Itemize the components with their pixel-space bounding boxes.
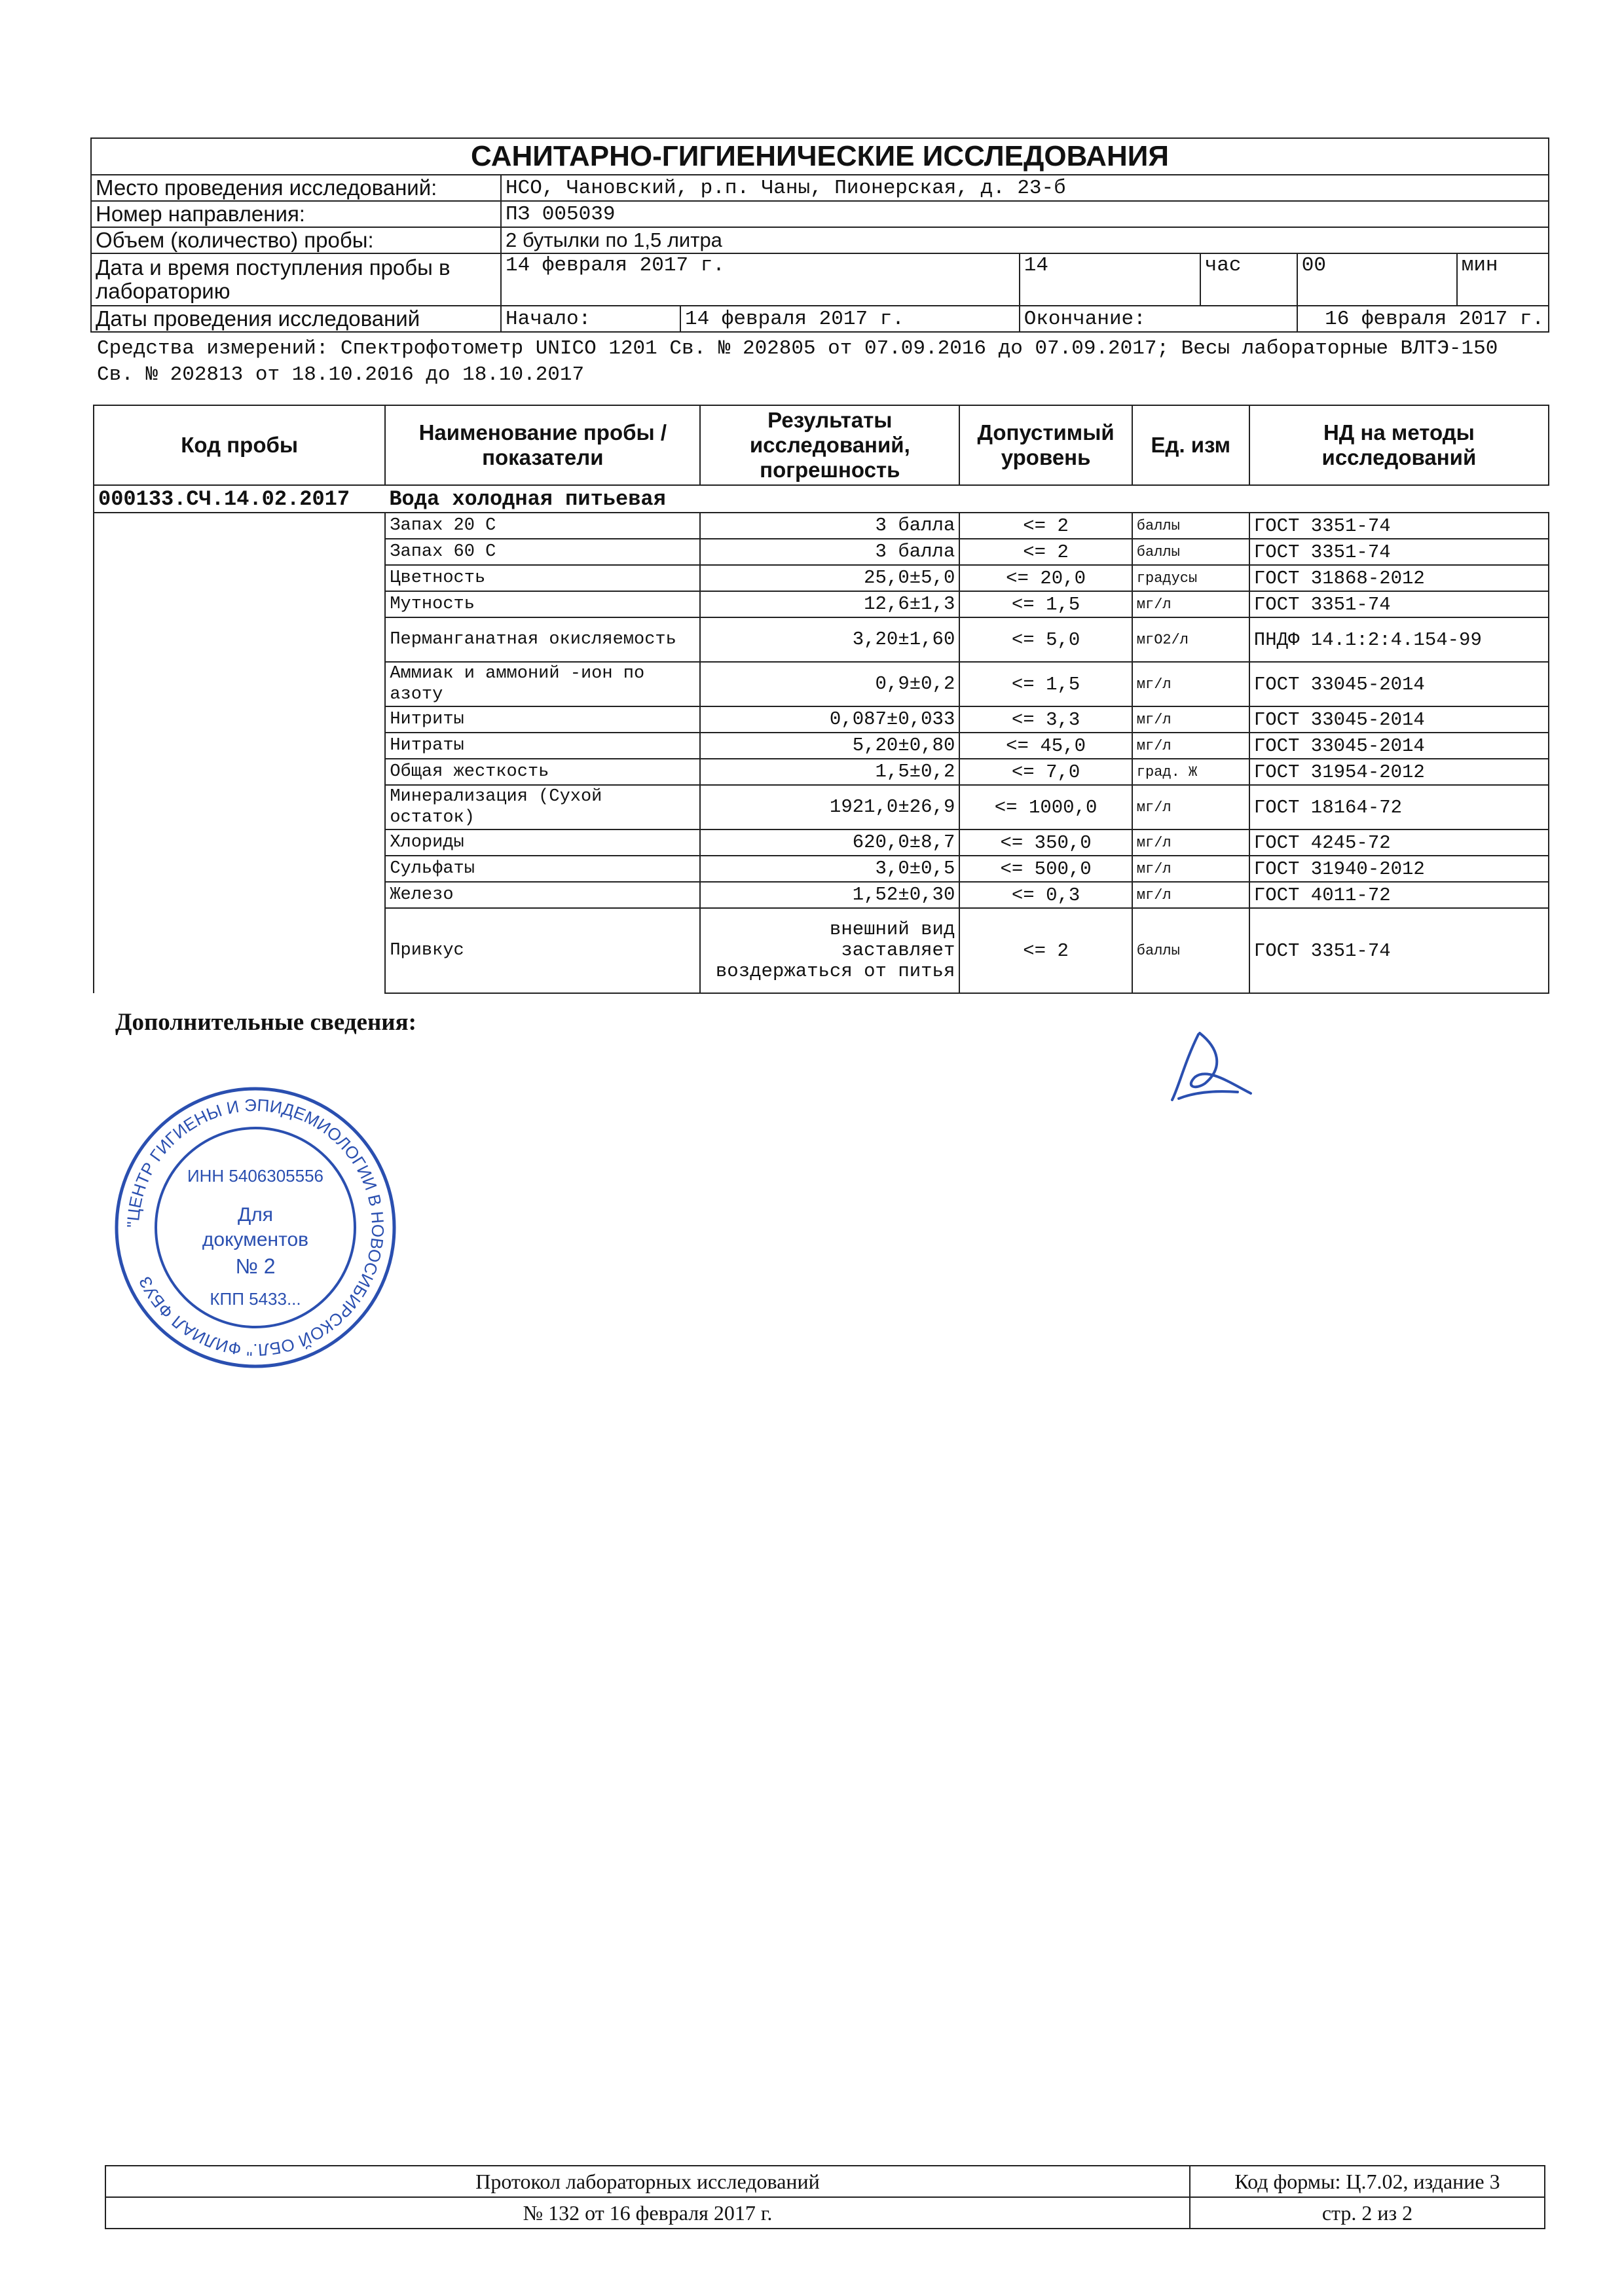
start-label: Начало: <box>501 306 680 332</box>
indicator-result: 0,9±0,2 <box>700 662 959 706</box>
col-header-name: Наименование пробы / показатели <box>385 405 700 485</box>
indicator-result: 3 балла <box>700 513 959 539</box>
indicator-unit: мгО2/л <box>1132 617 1249 662</box>
hour-label: час <box>1200 253 1297 306</box>
table-row <box>94 733 1549 759</box>
indicator-result: 3,20±1,60 <box>700 617 959 662</box>
table-row <box>94 706 1549 733</box>
indicator-level: <= 2 <box>959 539 1132 565</box>
indicator-name: Привкус <box>385 908 700 993</box>
indicator-name: Хлориды <box>385 829 700 856</box>
indicator-unit: градусы <box>1132 565 1249 591</box>
table-row <box>94 856 1549 882</box>
table-row <box>94 591 1549 617</box>
footer-table <box>105 2165 1545 2229</box>
measurement-means: Средства измерений: Спектрофотометр UNICO 1201 Св. № 202805 от 07.09.2016 до 07.09.2017; Весы лабораторные ВЛТЭ-150 Св. № 202813 от 18.10.2016 до 18.10.2017 <box>97 337 1498 386</box>
col-header-unit: Ед. изм <box>1132 405 1249 485</box>
form-code: Код формы: Ц.7.02, издание 3 <box>1190 2166 1545 2197</box>
indicator-result: 1,5±0,2 <box>700 759 959 785</box>
code-cell <box>94 706 385 733</box>
indicator-unit: мг/л <box>1132 882 1249 908</box>
results-table <box>93 405 1549 994</box>
indicator-result: 620,0±8,7 <box>700 829 959 856</box>
indicator-method: ГОСТ 33045-2014 <box>1249 733 1549 759</box>
arrival-label: Дата и время поступления пробы в лабораторию <box>91 253 501 306</box>
indicator-name: Цветность <box>385 565 700 591</box>
indicator-method: ГОСТ 4245-72 <box>1249 829 1549 856</box>
indicator-method: ГОСТ 31868-2012 <box>1249 565 1549 591</box>
indicator-unit: мг/л <box>1132 829 1249 856</box>
arrival-min-table <box>1298 254 1548 305</box>
indicator-method: ГОСТ 3351-74 <box>1249 539 1549 565</box>
indicator-unit: град. Ж <box>1132 759 1249 785</box>
indicator-result: 1921,0±26,9 <box>700 785 959 829</box>
indicator-result: 3 балла <box>700 539 959 565</box>
arrival-min: 00 <box>1298 254 1457 305</box>
place-label: Место проведения исследований: <box>91 175 501 201</box>
indicator-result: 0,087±0,033 <box>700 706 959 733</box>
col-header-code: Код пробы <box>94 405 385 485</box>
indicator-level: <= 350,0 <box>959 829 1132 856</box>
indicator-unit: баллы <box>1132 513 1249 539</box>
indicator-method: ГОСТ 3351-74 <box>1249 908 1549 993</box>
ref-value: ПЗ 005039 <box>501 201 1549 227</box>
table-row <box>94 662 1549 706</box>
table-row <box>94 829 1549 856</box>
document-title: САНИТАРНО-ГИГИЕНИЧЕСКИЕ ИССЛЕДОВАНИЯ <box>91 138 1549 175</box>
indicator-method: ГОСТ 3351-74 <box>1249 513 1549 539</box>
stamp <box>111 1084 399 1372</box>
indicator-name: Минерализация (Сухой остаток) <box>385 785 700 829</box>
table-row <box>94 513 1549 539</box>
code-cell <box>94 856 385 882</box>
code-cell <box>94 829 385 856</box>
volume-value: 2 бутылки по 1,5 литра <box>501 227 1549 253</box>
indicator-name: Железо <box>385 882 700 908</box>
place-value: НСО, Чановский, р.п. Чаны, Пионерская, д. 23-б <box>501 175 1549 201</box>
signature <box>1159 1021 1257 1113</box>
code-cell <box>94 565 385 591</box>
indicator-name: Запах 20 С <box>385 513 700 539</box>
table-row <box>94 882 1549 908</box>
code-cell <box>94 733 385 759</box>
indicator-level: <= 1,5 <box>959 662 1132 706</box>
protocol-title: Протокол лабораторных исследований <box>105 2166 1190 2197</box>
indicator-level: <= 0,3 <box>959 882 1132 908</box>
code-cell <box>94 759 385 785</box>
indicator-result: внешний вид заставляет воздержаться от питья <box>700 908 959 993</box>
results-rows <box>94 513 1549 993</box>
indicator-unit: баллы <box>1132 908 1249 993</box>
arrival-hour: 14 <box>1020 253 1200 306</box>
indicator-method: ГОСТ 31940-2012 <box>1249 856 1549 882</box>
indicator-unit: мг/л <box>1132 706 1249 733</box>
indicator-method: ГОСТ 33045-2014 <box>1249 662 1549 706</box>
page-number: стр. 2 из 2 <box>1190 2197 1545 2229</box>
indicator-result: 3,0±0,5 <box>700 856 959 882</box>
col-header-method: НД на методы исследований <box>1249 405 1549 485</box>
stamp-inn: ИНН 5406305556 <box>187 1166 324 1186</box>
end-value: 16 февраля 2017 г. <box>1297 306 1549 332</box>
sample-code: 000133.СЧ.14.02.2017 <box>94 485 385 513</box>
indicator-level: <= 1,5 <box>959 591 1132 617</box>
stamp-center-line1: Для <box>237 1204 274 1226</box>
code-cell <box>94 882 385 908</box>
ref-label: Номер направления: <box>91 201 501 227</box>
indicator-level: <= 2 <box>959 908 1132 993</box>
code-cell <box>94 662 385 706</box>
indicator-method: ГОСТ 31954-2012 <box>1249 759 1549 785</box>
indicator-result: 1,52±0,30 <box>700 882 959 908</box>
code-cell <box>94 539 385 565</box>
indicator-level: <= 45,0 <box>959 733 1132 759</box>
indicator-method: ГОСТ 3351-74 <box>1249 591 1549 617</box>
code-cell <box>94 591 385 617</box>
start-value: 14 февраля 2017 г. <box>680 306 1020 332</box>
indicator-level: <= 3,3 <box>959 706 1132 733</box>
volume-label: Объем (количество) пробы: <box>91 227 501 253</box>
code-cell <box>94 785 385 829</box>
indicator-unit: мг/л <box>1132 785 1249 829</box>
protocol-number: № 132 от 16 февраля 2017 г. <box>105 2197 1190 2229</box>
indicator-method: ПНДФ 14.1:2:4.154-99 <box>1249 617 1549 662</box>
indicator-method: ГОСТ 4011-72 <box>1249 882 1549 908</box>
arrival-min-group <box>1297 253 1549 306</box>
indicator-unit: баллы <box>1132 539 1249 565</box>
dates-label: Даты проведения исследований <box>91 306 501 332</box>
indicator-unit: мг/л <box>1132 733 1249 759</box>
min-label: мин <box>1461 254 1498 277</box>
stamp-kpp: КПП 5433... <box>210 1289 301 1309</box>
stamp-outer-text <box>123 1095 388 1360</box>
indicator-result: 25,0±5,0 <box>700 565 959 591</box>
table-row <box>94 759 1549 785</box>
code-cell <box>94 908 385 993</box>
table-row <box>94 539 1549 565</box>
indicator-name: Аммиак и аммоний -ион по азоту <box>385 662 700 706</box>
sample-name: Вода холодная питьевая <box>385 485 1549 513</box>
indicator-unit: мг/л <box>1132 591 1249 617</box>
indicator-unit: мг/л <box>1132 856 1249 882</box>
indicator-name: Сульфаты <box>385 856 700 882</box>
indicator-result: 12,6±1,3 <box>700 591 959 617</box>
indicator-level: <= 7,0 <box>959 759 1132 785</box>
col-header-level: Допустимый уровень <box>959 405 1132 485</box>
end-label: Окончание: <box>1020 306 1297 332</box>
stamp-outer-ring <box>117 1089 394 1366</box>
indicator-level: <= 20,0 <box>959 565 1132 591</box>
indicator-unit: мг/л <box>1132 662 1249 706</box>
table-row <box>94 565 1549 591</box>
col-header-result: Результаты исследований, погрешность <box>700 405 959 485</box>
indicator-name: Перманганатная окисляемость <box>385 617 700 662</box>
additional-info-label: Дополнительные сведения: <box>115 1009 416 1036</box>
table-row <box>94 617 1549 662</box>
table-row <box>94 908 1549 993</box>
code-cell <box>94 513 385 539</box>
stamp-center-line3: № 2 <box>235 1254 276 1278</box>
indicator-name: Запах 60 С <box>385 539 700 565</box>
indicator-name: Общая жесткость <box>385 759 700 785</box>
indicator-result: 5,20±0,80 <box>700 733 959 759</box>
arrival-date: 14 февраля 2017 г. <box>501 253 1020 306</box>
indicator-level: <= 5,0 <box>959 617 1132 662</box>
table-row <box>94 785 1549 829</box>
indicator-name: Нитраты <box>385 733 700 759</box>
indicator-name: Нитриты <box>385 706 700 733</box>
indicator-level: <= 2 <box>959 513 1132 539</box>
indicator-method: ГОСТ 18164-72 <box>1249 785 1549 829</box>
header-table <box>90 137 1549 333</box>
indicator-level: <= 500,0 <box>959 856 1132 882</box>
code-cell <box>94 617 385 662</box>
indicator-level: <= 1000,0 <box>959 785 1132 829</box>
indicator-name: Мутность <box>385 591 700 617</box>
indicator-method: ГОСТ 33045-2014 <box>1249 706 1549 733</box>
signature-stroke <box>1172 1033 1251 1100</box>
stamp-outer-textpath: "ЦЕНТР ГИГИЕНЫ И ЭПИДЕМИОЛОГИИ В НОВОСИБИРСКОЙ ОБЛ." ФИЛИАЛ ФБУЗ <box>122 1095 388 1360</box>
stamp-center-line2: документов <box>202 1229 309 1250</box>
